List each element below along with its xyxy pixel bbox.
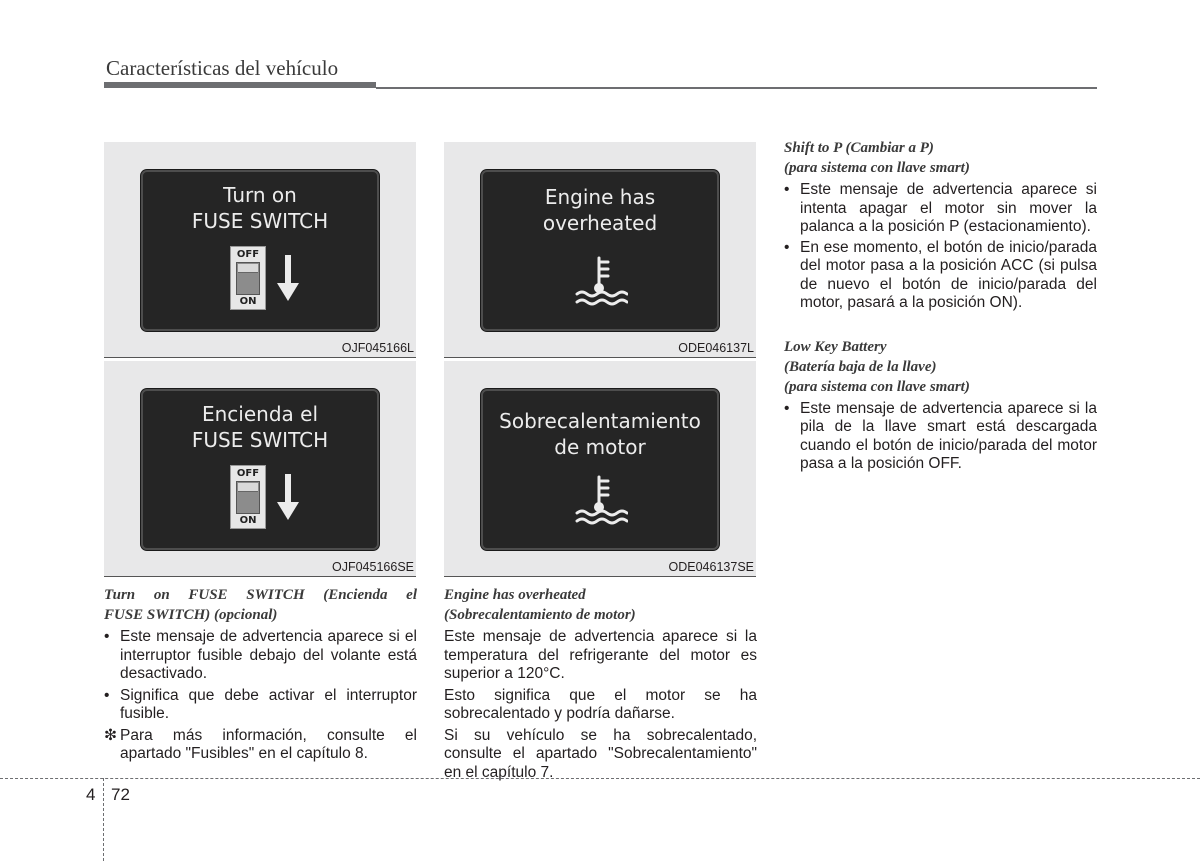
note-item: ❇ Para más información, consulte el apartado "Fusibles" en el capítulo 8. — [104, 726, 417, 762]
column-3-text — [784, 138, 1097, 474]
fuse-switch-icon: OFF ON — [230, 465, 266, 529]
bullet-item: • Este mensaje de advertencia aparece si la pila de la llave smart está descargada cuando el botón de inicio/parada del motor pasa a la posición OFF. — [784, 399, 1097, 472]
column-2-text — [444, 585, 757, 782]
figure-code: OJF045166L — [341, 341, 414, 355]
figure-fuse-switch-en — [104, 142, 416, 358]
section-caption: Shift to P (Cambiar a P) (para sistema con llave smart) — [784, 140, 970, 176]
footer-divider — [0, 778, 1200, 779]
bullet-item: • Este mensaje de advertencia aparece si intenta apagar el motor sin mover la palanca a la posición P (estacionamiento). — [784, 181, 1097, 235]
paragraph: Esto significa que el motor se ha sobrecalentado y podría dañarse. — [444, 686, 757, 722]
bullet-item: • Significa que debe activar el interruptor fusible. — [104, 686, 417, 722]
display-line-2: de motor — [554, 435, 646, 459]
coolant-temperature-icon — [574, 256, 628, 306]
page-number: 72 — [111, 785, 130, 804]
column-1-text — [104, 585, 417, 764]
arrow-down-icon — [277, 255, 299, 301]
figure-code: ODE046137SE — [668, 560, 754, 574]
section-caption: Low Key Battery (Batería baja de la llave) (para sistema con llave smart) — [784, 338, 970, 395]
cluster-display — [141, 389, 379, 550]
bullet-item: • Este mensaje de advertencia aparece si el interruptor fusible debajo del volante está desactivado. — [104, 628, 417, 682]
figure-engine-overheated-es — [444, 361, 756, 577]
display-line-2: FUSE SWITCH — [191, 428, 329, 452]
cluster-display — [481, 389, 719, 550]
note-symbol-icon: ❇ — [104, 726, 117, 744]
header-rule — [104, 82, 376, 88]
figure-code: OJF045166SE — [332, 560, 414, 574]
display-line-1: Engine has — [544, 185, 656, 209]
section-caption: Turn on FUSE SWITCH (Encienda el FUSE SWITCH) (opcional) — [104, 587, 417, 623]
figure-fuse-switch-es — [104, 361, 416, 577]
arrow-down-icon — [277, 474, 299, 520]
coolant-temperature-icon — [574, 475, 628, 525]
cluster-display — [481, 170, 719, 331]
section-caption: Engine has overheated (Sobrecalentamiento de motor) — [444, 587, 636, 623]
figure-code: ODE046137L — [678, 341, 754, 355]
cluster-display — [141, 170, 379, 331]
bullet-item: • En ese momento, el botón de inicio/parada del motor pasa a la posición ACC (si pulsa de nuevo el botón de inicio/parada del motor, pasará a la posición ON). — [784, 238, 1097, 311]
page-header-title: Características del vehículo — [106, 56, 339, 80]
display-line-2: overheated — [542, 211, 658, 235]
fuse-switch-icon: OFF ON — [230, 246, 266, 310]
header-rule-thin — [376, 87, 1097, 89]
figure-engine-overheated-en — [444, 142, 756, 358]
display-line-2: FUSE SWITCH — [191, 209, 329, 233]
display-line-1: Turn on — [223, 183, 297, 207]
display-line-1: Sobrecalentamiento — [499, 409, 701, 433]
footer-vertical-divider — [103, 778, 104, 861]
paragraph: Este mensaje de advertencia aparece si la temperatura del refrigerante del motor es superior a 120°C. — [444, 628, 757, 682]
display-line-1: Encienda el — [201, 402, 318, 426]
chapter-number: 4 — [86, 785, 96, 804]
paragraph: Si su vehículo se ha sobrecalentado, consulte el apartado "Sobrecalentamiento" en el capítulo 7. — [444, 726, 757, 781]
